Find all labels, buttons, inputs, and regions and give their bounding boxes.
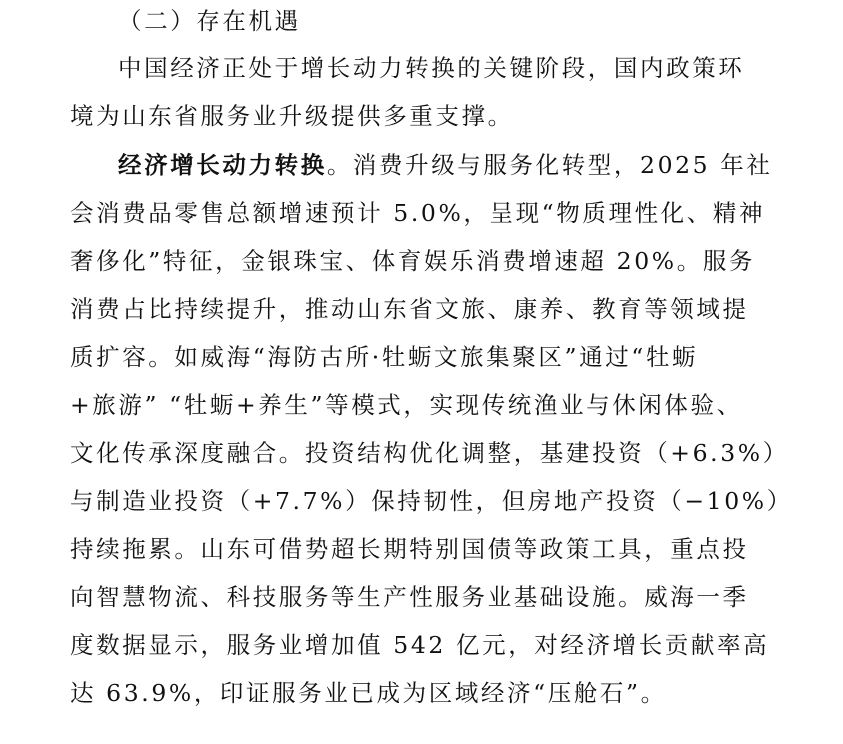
paragraph-line: +旅游” “牡蛎+养生”等模式，实现传统渔业与休闲体验、	[70, 391, 743, 419]
paragraph-line: 会消费品零售总额增速预计 5.0%，呈现“物质理性化、精神	[70, 199, 766, 227]
paragraph-line: 境为山东省服务业升级提供多重支撑。	[70, 102, 514, 130]
paragraph-lead-text: 。消费升级与服务化转型，2025 年社	[326, 151, 773, 179]
paragraph-line: 消费占比持续提升，推动山东省文旅、康养、教育等领域提	[70, 295, 749, 323]
paragraph-line: 度数据显示，服务业增加值 542 亿元，对经济增长贡献率高	[70, 631, 770, 659]
paragraph-line: 中国经济正处于增长动力转换的关键阶段，国内政策环	[118, 54, 745, 82]
paragraph-line: 持续拖累。山东可借势超长期特别国债等政策工具，重点投	[70, 535, 749, 563]
paragraph-line: 文化传承深度融合。投资结构优化调整，基建投资（+6.3%）	[70, 439, 789, 467]
paragraph-line: 向智慧物流、科技服务等生产性服务业基础设施。威海一季	[70, 583, 749, 611]
paragraph-lead-heading: 经济增长动力转换	[118, 151, 327, 179]
paragraph-line: 奢侈化”特征，金银珠宝、体育娱乐消费增速超 20%。服务	[70, 247, 756, 275]
paragraph-line: 质扩容。如威海“海防古所·牡蛎文旅集聚区”通过“牡蛎	[70, 343, 699, 371]
paragraph-line: 与制造业投资（+7.7%）保持韧性，但房地产投资（−10%）	[70, 487, 793, 515]
section-heading: （二）存在机遇	[118, 7, 301, 35]
paragraph-first-line	[118, 146, 818, 184]
paragraph-line: 达 63.9%，印证服务业已成为区域经济“压舱石”。	[70, 679, 667, 707]
